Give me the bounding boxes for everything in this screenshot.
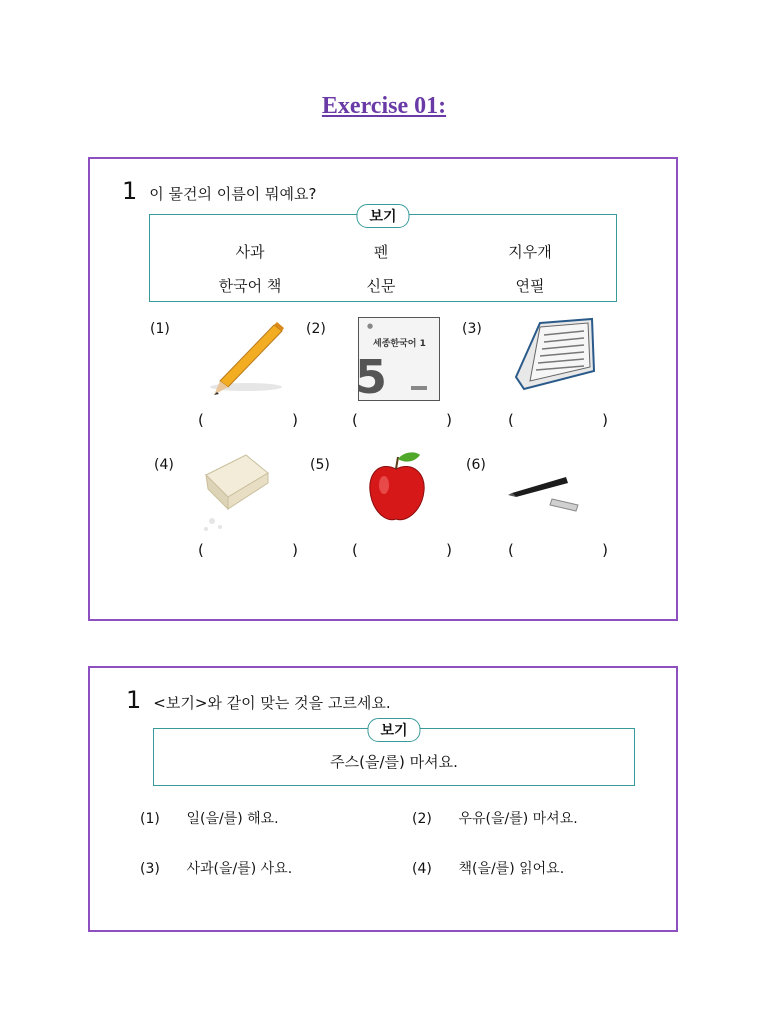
word-korean-book: 한국어 책 — [218, 277, 282, 295]
answer-blank[interactable] — [508, 411, 608, 429]
close-paren: ) — [446, 411, 452, 429]
item-label: (3) — [462, 321, 482, 337]
word-newspaper: 신문 — [366, 277, 396, 295]
word-pencil: 연필 — [515, 277, 545, 295]
answer-blank[interactable] — [508, 541, 608, 559]
choice-number: (4) — [412, 861, 432, 877]
choice-item[interactable] — [140, 858, 292, 878]
choice-text: 우유(을/를) 마셔요. — [458, 811, 578, 827]
close-paren: ) — [602, 541, 608, 559]
answer-blank[interactable] — [352, 411, 452, 429]
apple-image — [366, 449, 428, 525]
close-paren: ) — [602, 411, 608, 429]
question-number: 1 — [122, 177, 138, 205]
open-paren: ( — [352, 541, 358, 559]
close-paren: ) — [446, 541, 452, 559]
choice-number: (2) — [412, 811, 432, 827]
pen-image — [508, 471, 580, 515]
question-header — [126, 686, 391, 714]
exercise-1-panel — [88, 157, 678, 621]
item-label: (6) — [466, 457, 486, 473]
open-paren: ( — [198, 411, 204, 429]
page-title: Exercise 01: — [321, 93, 447, 119]
pencil-image — [204, 319, 284, 401]
open-paren: ( — [352, 411, 358, 429]
open-paren: ( — [508, 411, 514, 429]
answer-blank[interactable] — [198, 541, 298, 559]
item-label: (4) — [154, 457, 174, 473]
question-text: <보기>와 같이 맞는 것을 고르세요. — [153, 694, 391, 712]
choice-text: 사과(을/를) 사요. — [186, 861, 293, 877]
choice-number: (1) — [140, 811, 160, 827]
item-label: (5) — [310, 457, 330, 473]
example-sentence: 주스(을/를) 마셔요. — [330, 753, 458, 771]
example-box-label: 보기 — [356, 204, 409, 228]
answer-blank[interactable] — [198, 411, 298, 429]
example-box — [153, 723, 635, 786]
word-apple: 사과 — [235, 243, 265, 261]
open-paren: ( — [508, 541, 514, 559]
example-box — [149, 209, 617, 302]
close-paren: ) — [292, 411, 298, 429]
choice-text: 일(을/를) 해요. — [186, 811, 279, 827]
choice-number: (3) — [140, 861, 160, 877]
exercise-2-panel — [88, 666, 678, 932]
korean-book-image: ● 세종한국어 1 5 — [358, 317, 440, 401]
close-paren: ) — [292, 541, 298, 559]
choice-item[interactable] — [412, 808, 578, 828]
item-label: (1) — [150, 321, 170, 337]
example-box-label: 보기 — [367, 718, 420, 742]
question-number: 1 — [126, 686, 142, 714]
question-header — [122, 177, 316, 205]
word-eraser: 지우개 — [508, 243, 552, 261]
answer-blank[interactable] — [352, 541, 452, 559]
choice-item[interactable] — [140, 808, 279, 828]
item-label: (2) — [306, 321, 326, 337]
eraser-image — [194, 449, 274, 535]
word-pen: 펜 — [373, 243, 389, 261]
book-cover-number: 5 — [355, 350, 388, 404]
question-text: 이 물건의 이름이 뭐예요? — [149, 185, 317, 203]
book-title: 세종한국어 1 — [373, 339, 426, 349]
newspaper-image — [510, 315, 596, 395]
open-paren: ( — [198, 541, 204, 559]
choice-item[interactable] — [412, 858, 564, 878]
choice-text: 책(을/를) 읽어요. — [458, 861, 565, 877]
